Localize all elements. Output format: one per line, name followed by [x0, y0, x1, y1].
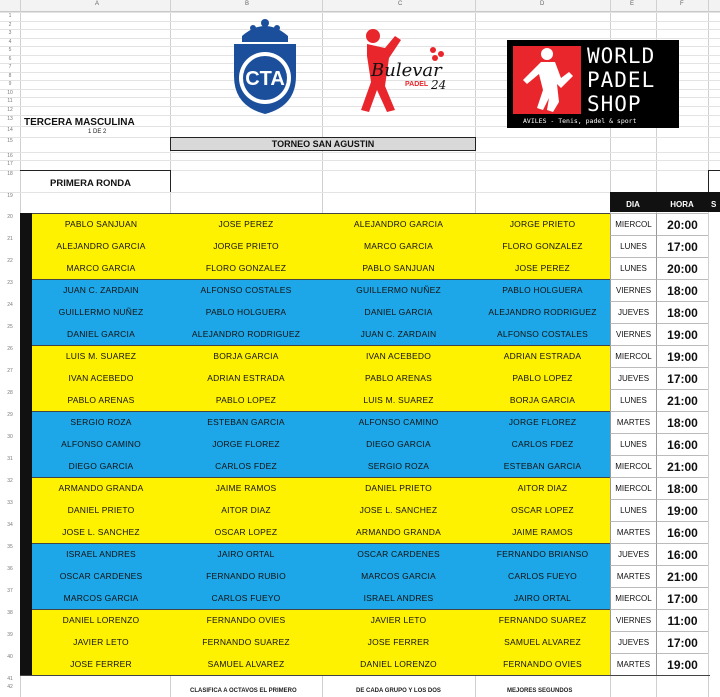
player-d-cell[interactable]: JAIME RAMOS [512, 527, 573, 537]
player-b-cell[interactable]: PABLO LOPEZ [215, 395, 277, 405]
row-number[interactable]: 3 [8, 30, 12, 36]
player-a-cell[interactable]: DANIEL GARCIA [67, 329, 135, 339]
player-c-cell[interactable]: JOSE FERRER [367, 637, 430, 647]
player-a-cell[interactable]: JAVIER LETO [73, 637, 129, 647]
row-number[interactable]: 4 [8, 38, 12, 45]
player-b-cell[interactable]: SAMUEL ALVAREZ [207, 659, 285, 669]
match-day-cell[interactable]: LUNES [610, 257, 656, 279]
player-c-cell[interactable]: ALEJANDRO GARCIA [353, 219, 444, 229]
player-d-cell[interactable]: ESTEBAN GARCIA [503, 461, 582, 471]
world-padel-shop-logo [507, 40, 679, 128]
player-a-cell[interactable]: DANIEL LORENZO [62, 615, 140, 625]
match-hour-cell[interactable]: 16:00 [656, 433, 708, 455]
row-number[interactable]: 32 [7, 478, 13, 484]
player-a-cell[interactable]: PABLO ARENAS [67, 395, 135, 405]
player-a-cell[interactable]: DIEGO GARCIA [68, 461, 134, 471]
match-day-cell[interactable]: VIERNES [610, 323, 656, 345]
group-marker [20, 477, 32, 543]
row-number[interactable]: 24 [7, 302, 13, 308]
row-number[interactable]: 7 [8, 64, 12, 70]
player-b-cell[interactable]: ADRIAN ESTRADA [207, 373, 285, 383]
player-d-cell[interactable]: JAIRO ORTAL [513, 593, 572, 603]
group-marker [20, 411, 32, 477]
row-number[interactable]: 8 [8, 72, 12, 79]
row-number[interactable]: 16 [7, 153, 13, 159]
player-b-cell[interactable]: JAIME RAMOS [215, 483, 277, 493]
column-header-bar [0, 0, 720, 12]
row-number[interactable]: 38 [7, 610, 13, 616]
group-marker [20, 609, 32, 675]
row-number[interactable]: 27 [7, 368, 13, 374]
row-number[interactable]: 19 [7, 193, 13, 199]
wps-line3: SHOP [587, 92, 642, 116]
match-day-cell[interactable]: MARTES [610, 411, 656, 433]
player-d-cell[interactable]: BORJA GARCIA [509, 395, 576, 405]
row-number[interactable]: 36 [7, 566, 13, 572]
player-d-cell[interactable]: SAMUEL ALVAREZ [504, 637, 581, 647]
player-b-cell[interactable]: JORGE PRIETO [213, 241, 279, 251]
group-marker [20, 543, 32, 609]
gridline [0, 152, 720, 153]
player-b-cell[interactable]: FERNANDO RUBIO [206, 571, 286, 581]
match-day-cell[interactable]: MIERCOL [610, 587, 656, 609]
player-d-cell[interactable]: PABLO HOLGUERA [502, 285, 583, 295]
player-a-cell[interactable]: ARMANDO GRANDA [58, 483, 144, 493]
player-a-cell[interactable]: LUIS M. SUAREZ [65, 351, 137, 361]
row-number[interactable]: 21 [7, 236, 13, 242]
player-b-cell[interactable]: AITOR DIAZ [221, 505, 271, 515]
row-number[interactable]: 9 [8, 81, 12, 87]
player-d-cell[interactable]: JORGE PRIETO [509, 219, 576, 229]
player-a-cell[interactable]: MARCO GARCIA [66, 263, 136, 273]
match-day-cell[interactable]: MARTES [610, 565, 656, 587]
player-a-cell[interactable]: IVAN ACEBEDO [68, 373, 134, 383]
player-c-cell[interactable]: IVAN ACEBEDO [365, 351, 432, 361]
player-d-cell[interactable]: FERNANDO BRIANSO [496, 549, 589, 559]
match-hour-cell[interactable]: 17:00 [656, 367, 708, 389]
player-a-cell[interactable]: PABLO SANJUAN [64, 219, 138, 229]
match-hour-cell[interactable]: 16:00 [656, 521, 708, 543]
row-number[interactable]: 5 [8, 47, 12, 53]
player-d-cell[interactable]: OSCAR LOPEZ [511, 505, 574, 515]
row-number[interactable]: 23 [7, 280, 13, 286]
match-day-cell[interactable]: LUNES [610, 433, 656, 455]
row-number[interactable]: 2 [8, 21, 12, 28]
match-hour-cell[interactable]: 11:00 [656, 609, 708, 631]
player-c-cell[interactable]: JUAN C. ZARDAIN [360, 329, 437, 339]
column-header-c[interactable]: C [398, 1, 403, 7]
match-day-cell[interactable]: MIERCOL [610, 455, 656, 477]
row-number[interactable]: 12 [7, 106, 13, 113]
gridline [0, 160, 720, 161]
player-c-cell[interactable]: ISRAEL ANDRES [363, 593, 434, 603]
match-hour-cell[interactable]: 19:00 [656, 323, 708, 345]
row-number[interactable]: 31 [7, 456, 13, 462]
match-hour-cell[interactable]: 19:00 [656, 499, 708, 521]
player-b-cell[interactable]: CARLOS FUEYO [211, 593, 281, 603]
match-day-cell[interactable]: MARTES [610, 521, 656, 543]
player-c-cell[interactable]: DANIEL GARCIA [364, 307, 433, 317]
player-d-cell[interactable]: CARLOS FUEYO [508, 571, 577, 581]
row-number[interactable]: 40 [7, 654, 13, 660]
match-day-cell[interactable]: LUNES [610, 499, 656, 521]
player-b-cell[interactable]: ESTEBAN GARCIA [207, 417, 285, 427]
player-c-cell[interactable]: DANIEL LORENZO [360, 659, 437, 669]
group-marker [20, 213, 32, 279]
player-c-cell[interactable]: SERGIO ROZA [367, 461, 430, 471]
player-c-cell[interactable]: MARCO GARCIA [364, 241, 433, 251]
player-a-cell[interactable]: SERGIO ROZA [70, 417, 132, 427]
row-number[interactable]: 22 [7, 258, 13, 264]
row-number[interactable]: 6 [8, 55, 12, 62]
row-number[interactable]: 20 [7, 214, 13, 220]
player-b-cell[interactable]: JAIRO ORTAL [217, 549, 275, 559]
match-hour-cell[interactable]: 17:00 [656, 631, 708, 653]
player-c-cell[interactable]: GUILLERMO NUÑEZ [356, 285, 441, 295]
player-c-cell[interactable]: DIEGO GARCIA [366, 439, 431, 449]
player-d-cell[interactable]: ALEJANDRO RODRIGUEZ [488, 307, 597, 317]
player-c-cell[interactable]: JOSE L. SANCHEZ [359, 505, 438, 515]
match-hour-cell[interactable]: 18:00 [656, 411, 708, 433]
column-header-d[interactable]: D [540, 1, 545, 7]
match-day-cell[interactable]: VIERNES [610, 609, 656, 631]
match-day-cell[interactable]: LUNES [610, 389, 656, 411]
player-c-cell[interactable]: DANIEL PRIETO [365, 483, 432, 493]
row-number[interactable]: 33 [7, 500, 13, 506]
player-d-cell[interactable]: FLORO GONZALEZ [502, 241, 583, 251]
club-monogram: CTA [245, 68, 285, 90]
player-a-cell[interactable]: JOSE FERRER [70, 659, 132, 669]
row-number[interactable]: 18 [7, 171, 13, 177]
row-number[interactable]: 11 [7, 98, 13, 104]
footer-note-2: DE CADA GRUPO Y LOS DOS [356, 688, 441, 694]
row-number[interactable]: 39 [7, 632, 13, 638]
match-hour-cell[interactable]: 21:00 [656, 565, 708, 587]
player-b-cell[interactable]: BORJA GARCIA [213, 351, 279, 361]
match-day-cell[interactable]: JUEVES [610, 367, 656, 389]
player-c-cell[interactable]: ALFONSO CAMINO [358, 417, 439, 427]
match-day-cell[interactable]: LUNES [610, 235, 656, 257]
player-d-cell[interactable]: FERNANDO OVIES [503, 659, 582, 669]
group-marker [20, 279, 32, 345]
hour-column-header[interactable]: HORA [656, 192, 708, 212]
player-c-cell[interactable]: ARMANDO GRANDA [356, 527, 441, 537]
column-header-e[interactable]: E [630, 1, 635, 7]
match-hour-cell[interactable]: 17:00 [656, 235, 708, 257]
category-title: TERCERA MASCULINA [24, 117, 135, 128]
extra-column-frame [708, 170, 720, 192]
player-d-cell[interactable]: AITOR DIAZ [517, 483, 568, 493]
player-d-cell[interactable]: PABLO LOPEZ [512, 373, 573, 383]
match-day-cell[interactable]: JUEVES [610, 631, 656, 653]
row-number[interactable]: 13 [7, 116, 13, 122]
row-number[interactable]: 30 [7, 434, 13, 440]
player-a-cell[interactable]: OSCAR CARDENES [59, 571, 143, 581]
wps-line2: PADEL [587, 68, 656, 92]
player-a-cell[interactable]: JUAN C. ZARDAIN [63, 285, 139, 295]
player-a-cell[interactable]: ALFONSO CAMINO [61, 439, 141, 449]
player-c-cell[interactable]: MARCOS GARCIA [361, 571, 436, 581]
match-hour-cell[interactable]: 20:00 [656, 213, 708, 235]
padel-player-icon [517, 44, 577, 114]
match-hour-cell[interactable]: 18:00 [656, 301, 708, 323]
round-title: PRIMERA RONDA [50, 178, 131, 189]
match-hour-cell[interactable]: 21:00 [656, 389, 708, 411]
match-hour-cell[interactable]: 19:00 [656, 345, 708, 367]
club-crest-logo [228, 14, 302, 116]
player-d-cell[interactable]: ALFONSO COSTALES [497, 329, 588, 339]
match-day-cell[interactable]: JUEVES [610, 301, 656, 323]
table-bottom-border [20, 675, 710, 676]
match-day-cell[interactable]: MIERCOL [610, 345, 656, 367]
match-day-cell[interactable]: VIERNES [610, 279, 656, 301]
match-day-cell[interactable]: JUEVES [610, 543, 656, 565]
column-header-f[interactable]: F [680, 1, 684, 7]
row-number[interactable]: 42 [7, 684, 13, 690]
bulevar-number: 24 [431, 78, 447, 92]
player-a-cell[interactable]: GUILLERMO NUÑEZ [58, 307, 144, 317]
day-column-header[interactable]: DIA [610, 192, 656, 212]
player-b-cell[interactable]: ALFONSO COSTALES [200, 285, 292, 295]
player-a-cell[interactable]: MARCOS GARCIA [63, 593, 139, 603]
player-a-cell[interactable]: JOSE L. SANCHEZ [62, 527, 140, 537]
match-hour-cell[interactable]: 18:00 [656, 477, 708, 499]
player-b-cell[interactable]: PABLO HOLGUERA [205, 307, 287, 317]
bulevar-logo [355, 26, 465, 116]
player-a-cell[interactable]: ALEJANDRO GARCIA [56, 241, 146, 251]
row-number[interactable]: 1 [8, 13, 12, 19]
match-day-cell[interactable]: MARTES [610, 653, 656, 675]
player-c-cell[interactable]: PABLO SANJUAN [362, 263, 435, 273]
match-hour-cell[interactable]: 20:00 [656, 257, 708, 279]
row-number[interactable]: 10 [7, 89, 13, 96]
player-b-cell[interactable]: JOSE PEREZ [218, 219, 274, 229]
row-number[interactable]: 26 [7, 346, 13, 352]
player-d-cell[interactable]: FERNANDO SUAREZ [498, 615, 587, 625]
match-day-cell[interactable]: MIERCOL [610, 477, 656, 499]
group-marker [20, 345, 32, 411]
wps-line1: WORLD [587, 44, 656, 68]
player-a-cell[interactable]: ISRAEL ANDRES [66, 549, 136, 559]
page-indicator: 1 DE 2 [88, 129, 107, 135]
footer-note-3: MEJORES SEGUNDOS [507, 688, 573, 694]
extra-column-header[interactable]: S [708, 192, 720, 212]
match-hour-cell[interactable]: 17:00 [656, 587, 708, 609]
player-b-cell[interactable]: OSCAR LOPEZ [214, 527, 278, 537]
row-number[interactable]: 34 [7, 522, 13, 528]
tournament-title-box[interactable] [170, 137, 476, 151]
bulevar-text: Bulevar [371, 60, 442, 81]
round-title-box[interactable] [20, 170, 171, 192]
row-number[interactable]: 25 [7, 324, 13, 330]
player-c-cell[interactable]: PABLO ARENAS [365, 373, 432, 383]
match-hour-cell[interactable]: 19:00 [656, 653, 708, 675]
player-d-cell[interactable]: JOSE PEREZ [515, 263, 570, 273]
player-b-cell[interactable]: JORGE FLOREZ [212, 439, 280, 449]
player-d-cell[interactable]: CARLOS FDEZ [511, 439, 574, 449]
player-d-cell[interactable]: JORGE FLOREZ [508, 417, 577, 427]
player-b-cell[interactable]: CARLOS FDEZ [215, 461, 277, 471]
row-number[interactable]: 17 [7, 161, 13, 167]
bulevar-sub: PADEL [405, 81, 429, 88]
player-c-cell[interactable]: OSCAR CARDENES [357, 549, 440, 559]
player-b-cell[interactable]: FERNANDO OVIES [206, 615, 286, 625]
tournament-title: TORNEO SAN AGUSTIN [271, 139, 375, 149]
row-number[interactable]: 15 [7, 138, 13, 144]
column-header-a[interactable]: A [95, 1, 100, 7]
row-number[interactable]: 29 [7, 412, 13, 418]
player-b-cell[interactable]: FLORO GONZALEZ [205, 263, 287, 273]
column-header-b[interactable]: B [245, 1, 250, 7]
wps-tagline: AVILES - Tenis, padel & sport [523, 117, 637, 125]
match-day-cell[interactable]: MIERCOL [610, 213, 656, 235]
row-number[interactable]: 41 [7, 676, 13, 682]
row-number[interactable]: 28 [7, 390, 13, 396]
match-hour-cell[interactable]: 21:00 [656, 455, 708, 477]
row-number[interactable]: 35 [7, 544, 13, 550]
row-number[interactable]: 37 [7, 588, 13, 594]
player-a-cell[interactable]: DANIEL PRIETO [67, 505, 135, 515]
player-b-cell[interactable]: ALEJANDRO RODRIGUEZ [191, 329, 301, 339]
gridline [0, 21, 720, 22]
player-c-cell[interactable]: JAVIER LETO [370, 615, 427, 625]
row-number[interactable]: 14 [7, 127, 13, 133]
footer-note-1: CLASIFICA A OCTAVOS EL PRIMERO [190, 688, 297, 694]
player-c-cell[interactable]: LUIS M. SUAREZ [363, 395, 434, 405]
gridline [0, 12, 720, 13]
player-d-cell[interactable]: ADRIAN ESTRADA [503, 351, 582, 361]
match-hour-cell[interactable]: 18:00 [656, 279, 708, 301]
player-b-cell[interactable]: FERNANDO SUAREZ [202, 637, 290, 647]
match-hour-cell[interactable]: 16:00 [656, 543, 708, 565]
